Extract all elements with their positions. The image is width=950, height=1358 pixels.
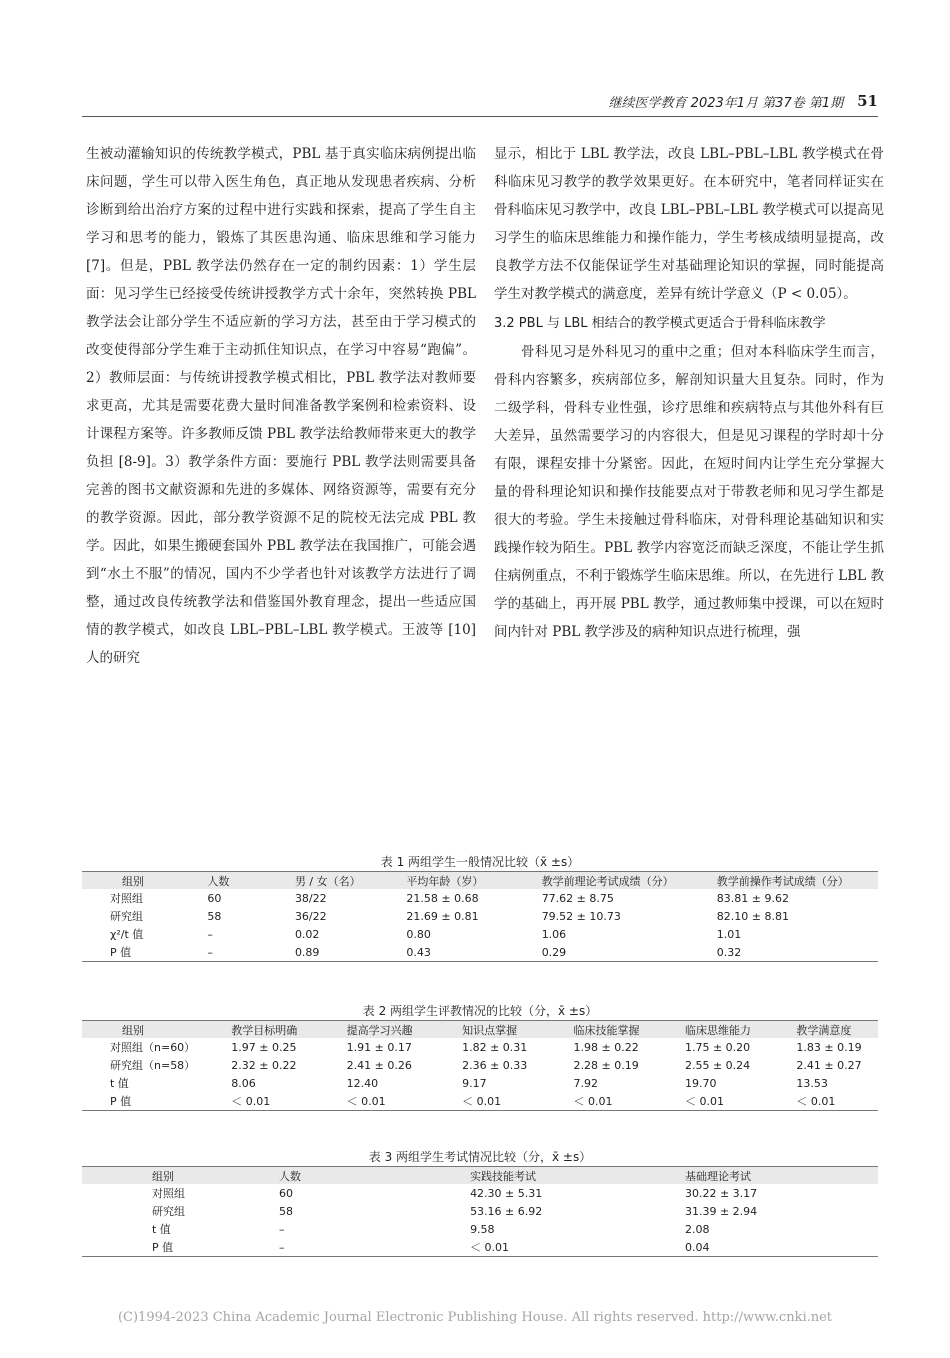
table-cell: 31.39 ± 2.94 — [684, 1204, 758, 1218]
table-cell: 研究组 — [152, 1205, 185, 1218]
table-cell: 38/22 — [294, 891, 327, 905]
table-cell: ＜ 0.01 — [456, 1092, 567, 1111]
table-cell: 21.69 ± 0.81 — [406, 909, 479, 923]
table-cell: 9.17 — [462, 1076, 487, 1090]
data-table — [82, 1166, 878, 1257]
table-cell: 77.62 ± 8.75 — [541, 891, 614, 905]
table-cell: 9.58 — [470, 1222, 495, 1236]
column-header: 教学目标明确 — [225, 1021, 340, 1039]
data-table — [82, 871, 878, 962]
table-cell: 79.52 ± 10.73 — [541, 909, 621, 923]
table-cell: 0.43 — [400, 943, 535, 962]
column-header: 知识点掌握 — [456, 1021, 567, 1039]
table-cell: 2.32 ± 0.22 — [231, 1058, 297, 1072]
table-cell: 53.16 ± 6.92 — [470, 1204, 543, 1218]
copyright-footer: (C)1994-2023 China Academic Journal Electronic Publishing House. All rights reserved. http://www.cnki.net — [117, 1310, 833, 1325]
table-header-row — [82, 1167, 878, 1185]
table-cell: ＜ 0.01 — [679, 1092, 790, 1111]
table-row — [82, 1074, 878, 1092]
table-cell: t 值 — [152, 1223, 171, 1236]
table-cell: 对照组 — [110, 892, 143, 905]
table-row — [82, 943, 878, 962]
table-cell: 82.10 ± 8.81 — [716, 909, 789, 923]
table-cell: 30.22 ± 3.17 — [684, 1186, 758, 1200]
table-cell: 0.89 — [289, 943, 400, 962]
body-paragraph: 显示，相比于 LBL 教学法，改良 LBL–PBL–LBL 教学模式在骨科临床见习教学的教学效果更好。在本研究中，笔者同样证实在骨科临床见习教学中，改良 LBL–PBL–LBL 教学模式可以提高见习学生的临床思维能力和操作能力，学生考核成绩明显提高，改良教学方法不仅能保证学生对基础理论知识的掌握，同时能提高学生对教学模式的满意度，差异有统计学意义（P < 0.05）。 — [494, 146, 884, 302]
table-body — [82, 889, 878, 962]
column-header: 教学前理论考试成绩（分） — [536, 872, 711, 890]
table-cell: ＜ 0.01 — [225, 1092, 340, 1111]
table-cell: 0.02 — [294, 927, 320, 941]
table-row — [82, 925, 878, 943]
table-cell: 58 — [207, 909, 222, 923]
column-header: 组别 — [82, 872, 201, 890]
table-cell: 2.41 ± 0.26 — [346, 1058, 412, 1072]
table-title: 表 2 两组学生评教情况的比较（分，x̄ ±s） — [362, 1004, 598, 1018]
table-cell: 0.32 — [711, 943, 878, 962]
table-cell: 2.08 — [684, 1222, 710, 1236]
column-header: 男 / 女（名） — [289, 872, 400, 890]
column-header: 教学前操作考试成绩（分） — [711, 872, 878, 890]
table-cell: χ²/t 值 — [110, 928, 144, 941]
table-row — [82, 889, 878, 907]
column-header: 临床技能掌握 — [568, 1021, 679, 1039]
table-cell: 36/22 — [294, 909, 327, 923]
table-title: 表 1 两组学生一般情况比较（x̄ ±s） — [380, 855, 580, 869]
journal-info: 继续医学教育 2023年1月 第37卷 第1期 — [608, 95, 844, 111]
table-cell: 研究组（n=58） — [110, 1059, 196, 1072]
column-header: 人数 — [273, 1167, 464, 1185]
table-cell: 2.36 ± 0.33 — [462, 1058, 528, 1072]
page-number: 51 — [857, 92, 878, 110]
table-cell: 对照组（n=60） — [110, 1041, 196, 1054]
column-header: 人数 — [201, 872, 289, 890]
table-cell: 对照组 — [152, 1187, 185, 1200]
column-header: 提高学习兴趣 — [341, 1021, 456, 1039]
table-cell: 13.53 — [796, 1076, 828, 1090]
table-cell: 1.75 ± 0.20 — [684, 1040, 751, 1054]
table-cell: 1.01 — [716, 927, 742, 941]
column-header: 教学满意度 — [790, 1021, 878, 1039]
table-body — [82, 1038, 878, 1111]
table-cell: P 值 — [82, 1092, 225, 1111]
column-header: 实践技能考试 — [464, 1167, 679, 1185]
table-cell: – — [207, 927, 213, 941]
table-cell: 42.30 ± 5.31 — [470, 1186, 543, 1200]
table-header-row — [82, 872, 878, 890]
table-cell: ＜ 0.01 — [790, 1092, 878, 1111]
table-cell: 2.28 ± 0.19 — [573, 1058, 639, 1072]
table-cell: 58 — [279, 1204, 294, 1218]
table-cell: t 值 — [110, 1077, 129, 1090]
table-row — [82, 1220, 878, 1238]
table-row — [82, 1184, 878, 1202]
table-cell: 21.58 ± 0.68 — [406, 891, 479, 905]
table-cell: ＜ 0.01 — [568, 1092, 679, 1111]
table-cell: – — [279, 1222, 285, 1236]
table-cell: 1.82 ± 0.31 — [462, 1040, 528, 1054]
table-cell: 2.41 ± 0.27 — [796, 1058, 862, 1072]
column-header: 组别 — [82, 1167, 273, 1185]
table-row — [82, 1202, 878, 1220]
table-1 — [82, 853, 878, 962]
running-header — [609, 90, 878, 112]
table-cell: 0.80 — [406, 927, 431, 941]
table-cell: 1.91 ± 0.17 — [346, 1040, 412, 1054]
body-paragraph: 骨科见习是外科见习的重中之重；但对本科临床学生而言，骨科内容繁多，疾病部位多，解剖知识量大且复杂。同时，作为二级学科，骨科专业性强，诊疗思维和疾病特点与其他外科有巨大差异，虽然需要学习的内容很大，但是见习课程的学时却十分有限，课程安排十分紧密。因此，在短时间内让学生充分掌握大量的骨科理论知识和操作技能要点对于带教老师和见习学生都是很大的考验。学生未接触过骨科临床，对骨科理论基础知识和实践操作较为陌生。PBL 教学内容宽泛而缺乏深度，不能让学生抓住病例重点，不利于锻炼学生临床思维。所以，在先进行 LBL 教学的基础上，再开展 PBL 教学，通过教师集中授课，可以在短时间内针对 PBL 教学涉及的病种知识点进行梳理，强 — [494, 344, 884, 640]
table-title: 表 3 两组学生考试情况比较（分，x̄ ±s） — [368, 1150, 592, 1164]
table-cell: – — [201, 943, 289, 962]
right-column — [494, 140, 884, 646]
table-cell: P 值 — [82, 943, 201, 962]
table-cell: 7.92 — [573, 1076, 599, 1090]
data-table — [82, 1020, 878, 1111]
column-header: 临床思维能力 — [679, 1021, 790, 1039]
table-row — [82, 1038, 878, 1056]
table-cell: 60 — [207, 891, 222, 905]
table-cell: 0.04 — [679, 1238, 878, 1257]
table-cell: 研究组 — [110, 910, 143, 923]
table-cell: 60 — [279, 1186, 294, 1200]
table-cell: 1.98 ± 0.22 — [573, 1040, 639, 1054]
table-cell: ＜ 0.01 — [341, 1092, 456, 1111]
table-row — [82, 1092, 878, 1111]
table-cell: 2.55 ± 0.24 — [684, 1058, 751, 1072]
table-header-row — [82, 1021, 878, 1039]
body-paragraph: 生被动灌输知识的传统教学模式，PBL 基于真实临床病例提出临床问题，学生可以带入医生角色，真正地从发现患者疾病、分析诊断到给出治疗方案的过程中进行实践和探索，提高了学生自主学习和思考的能力，锻炼了其医患沟通、临床思维和学习能力 [7]。但是，PBL 教学法仍然存在一定的制约因素：1）学生层面：见习学生已经接受传统讲授教学方式十余年，突然转换 PBL 教学法会让部分学生不适应新的学习方法，甚至由于学习模式的改变使得部分学生难于主动抓住知识点，在学习中容易“跑偏”。2）教师层面：与传统讲授教学模式相比，PBL 教学法对教师要求更高，尤其是需要花费大量时间准备教学案例和检索资料、设计课程方案等。许多教师反馈 PBL 教学法给教师带来更大的教学负担 [8-9]。3）教学条件方面：要施行 PBL 教学法则需要具备完善的图书文献资源和先进的多媒体、网络资源等，需要有充分的教学资源。因此，部分教学资源不足的院校无法完成 PBL 教学。因此，如果生搬硬套国外 PBL 教学法在我国推广，可能会遇到“水土不服”的情况，国内不少学者也针对该教学方法进行了调整，通过改良传统教学法和借鉴国外教育理念，提出一些适应国情的教学模式，如改良 LBL–PBL–LBL 教学模式。王波等 [10] 人的研究 — [86, 146, 476, 666]
column-header: 组别 — [82, 1021, 225, 1039]
table-cell: 1.83 ± 0.19 — [796, 1040, 862, 1054]
table-cell: 0.29 — [536, 943, 711, 962]
table-row — [82, 1238, 878, 1257]
table-cell: ＜ 0.01 — [464, 1238, 679, 1257]
section-heading: 3.2 PBL 与 LBL 相结合的教学模式更适合于骨科临床教学 — [494, 316, 826, 331]
header-divider — [82, 116, 878, 117]
table-cell: 83.81 ± 9.62 — [716, 891, 789, 905]
table-cell: 19.70 — [684, 1076, 717, 1090]
table-cell: 12.40 — [346, 1076, 379, 1090]
column-header: 基础理论考试 — [679, 1167, 878, 1185]
table-3 — [82, 1148, 878, 1257]
table-cell: P 值 — [82, 1238, 273, 1257]
table-row — [82, 907, 878, 925]
table-cell: 8.06 — [231, 1076, 256, 1090]
table-cell: 1.97 ± 0.25 — [231, 1040, 297, 1054]
table-2 — [82, 1002, 878, 1111]
left-column — [86, 140, 476, 672]
column-header: 平均年龄（岁） — [400, 872, 535, 890]
table-cell: – — [273, 1238, 464, 1257]
table-row — [82, 1056, 878, 1074]
table-cell: 1.06 — [541, 927, 567, 941]
table-body — [82, 1184, 878, 1257]
